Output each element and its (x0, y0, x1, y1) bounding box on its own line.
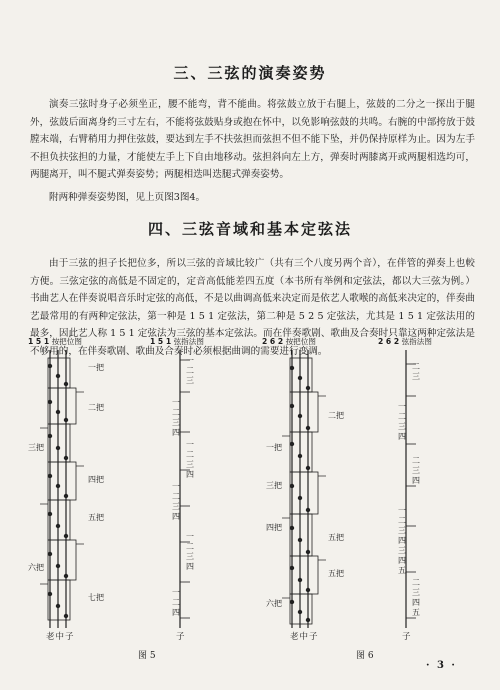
position-label: 五把 (88, 513, 104, 522)
paragraph-posture-description: 演奏三弦时身子必须坐正，腰不能弯，背不能曲。将弦鼓立放于右腿上，弦鼓的二分之一探出于腿外，弦鼓后面离身约三寸左右，不能将弦鼓贴身或抱在怀中，以免影响弦鼓的共鸣。右腕的中部挎放于鼓膛末端，右臂稍用力押住弦鼓，要达到左手不扶弦担而弦担不但不能下坠，并仍保持原样为止。因为左手不担负扶弦担的力量，才能使左手上下自由地移动。弦担斜向左上方，弹奏时两膝离开或两腿相选均可，两腿离开，叫不腿式弹奏姿势；两腿相迭叫迭腿式弹奏姿势。 (30, 99, 475, 181)
position-label: 二把 (328, 411, 344, 420)
finger-marks: 一 二 三 四 (398, 402, 406, 441)
figure-title: 1 5 1 弦指法图 (150, 337, 204, 346)
figure-title: 2 6 2 按把位图 (262, 337, 316, 346)
position-label: 四把 (88, 475, 104, 484)
position-label: 三把 (28, 443, 44, 452)
position-label: 二把 (88, 403, 104, 412)
finger-marks: 一 二 三 四 三 四 五 (398, 506, 406, 575)
string-name: 子 (176, 632, 186, 642)
position-label: 四把 (266, 523, 282, 532)
finger-marks: 一 二 三 (186, 356, 194, 385)
finger-marks: 二 三 四 (412, 456, 420, 485)
section-title-range-tuning: 四、三弦音域和基本定弦法 (147, 220, 352, 238)
position-label: 三把 (266, 481, 282, 490)
figure-title: 1 5 1 按把位图 (28, 337, 82, 346)
string-name: 子 (402, 632, 412, 642)
position-label: 五把 (328, 533, 344, 542)
position-label: 六把 (266, 599, 282, 608)
figure-title: 2 6 2 弦指法图 (378, 337, 432, 346)
string-names: 老中子 (290, 632, 319, 642)
finger-marks: 一 二 三 四 (172, 398, 180, 437)
position-label: 一把 (88, 363, 104, 372)
figure-caption-6: 图 6 (356, 651, 374, 661)
position-chart-strings-a (28, 336, 138, 636)
finger-marks: 一 二 三 四 (186, 532, 194, 571)
section-title-playing-posture: 三、三弦的演奏姿势 (173, 64, 327, 82)
position-label: 五把 (328, 569, 344, 578)
string-names: 老中子 (46, 632, 75, 642)
finger-marks: 一 二 三 四 (186, 440, 194, 479)
position-label: 七把 (88, 593, 104, 602)
position-label: 六把 (28, 563, 44, 572)
paragraph-posture-figure-note: 附两种弹奏姿势图，见上页图3图4。 (49, 192, 206, 203)
figure-151-fingering-chart (150, 336, 250, 646)
finger-marks: 一 二 四 (172, 588, 180, 617)
finger-marks: 二 三 (412, 362, 420, 381)
figure-151-position-chart (28, 336, 138, 646)
position-label: 一把 (266, 443, 282, 452)
fingering-chart-string-d (378, 336, 478, 636)
paragraph-range-tuning: 由于三弦的担子长把位多，所以三弦的音域比较广（共有三个八度另两个音），在伴管的弹奏上也較方便。三弦定弦的高低是不固定的，定音高低能差四五度（本书所有举例和定弦法，都以大三弦为例。）书曲艺人在伴奏说唱音乐时定弦的高低，不是以曲调高低来决定而是依艺人歌喉的高低来决定的，伴奏曲艺最常用的有两种定弦法，第一种是 1 5 1 定弦法，第二种是 5 2 5 定弦法，尤其是 1 5 1 定弦法用的最多，因此艺人称 1 5 1 定弦法为三弦的基本定弦法。而在伴奏歌剧、歌曲及合奏时只靠这两种定弦法是不够用的，在伴奏歌剧、歌曲及合奏时必须根据曲调的需要进行变调。 (30, 258, 475, 357)
finger-marks: 二 三 四 五 (412, 578, 420, 617)
figure-262-position-chart (262, 336, 372, 646)
figure-caption-5: 图 5 (138, 651, 156, 661)
finger-marks: 一 二 三 四 (172, 482, 180, 521)
fingering-chart-string-b (150, 336, 250, 636)
figure-262-fingering-chart (378, 336, 478, 646)
page-number: · 3 · (426, 660, 457, 671)
